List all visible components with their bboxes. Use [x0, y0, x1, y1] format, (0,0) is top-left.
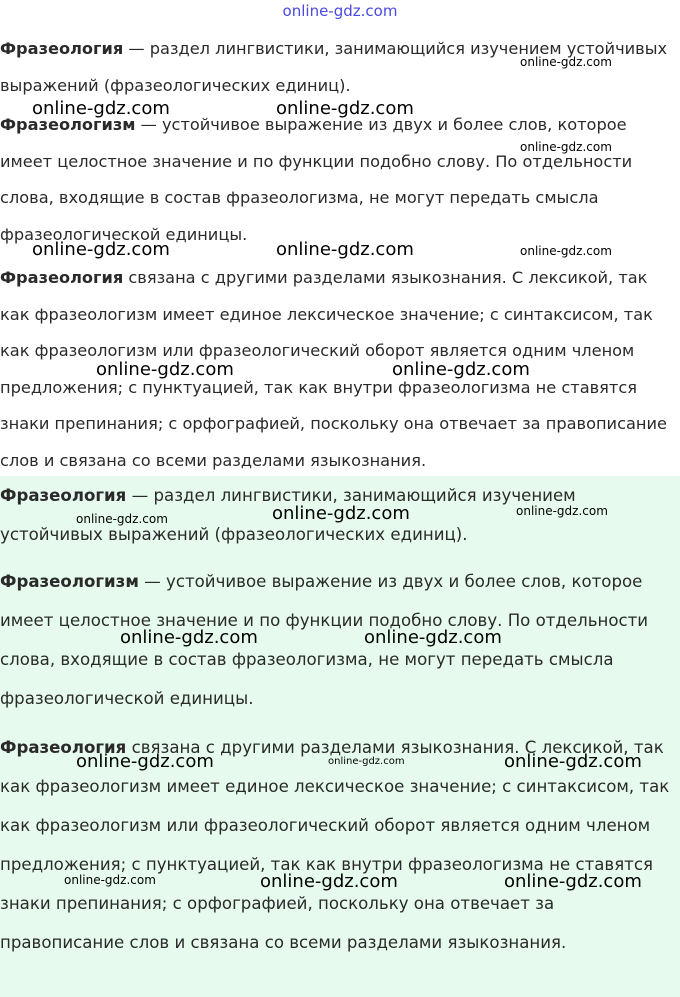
watermark: online-gdz.com: [364, 627, 502, 648]
watermark: online-gdz.com: [276, 239, 414, 260]
term: Фразеология: [0, 486, 127, 505]
watermark: online-gdz.com: [504, 751, 642, 772]
watermark: online-gdz.com: [276, 98, 414, 119]
paragraph-text: — устойчивое выражение из двух и более слов, которое имеет целостное значение и по функции подобно слову. По отдельности слова, входящие в состав фразеологизма, не могут передать смысла фразеологической единицы.: [0, 115, 633, 244]
watermark: online-gdz.com: [260, 871, 398, 892]
watermark: online-gdz.com: [76, 512, 168, 526]
text-section-highlighted: [0, 476, 680, 997]
paragraph-text: — устойчивое выражение из двух и более слов, которое имеет целостное значение и по функции подобно слову. По отдельности слова, входящие в состав фразеологизма, не могут передать смысла фразеологической единицы.: [0, 572, 649, 708]
watermark: online-gdz.com: [520, 244, 612, 258]
paragraph-text: связана с другими разделами языкознания. С лексикой, так как фразеологизм имеет единое лексическое значение; с синтаксисом, так как фразеологизм или фразеологический оборот является одним членом предложения; с пунктуацией, так как внутри фразеологизма не ставятся знаки препинания; с орфографией, поскольку она отвечает за правописание слов и связана со всеми разделами языкознания.: [0, 738, 670, 952]
watermark: online-gdz.com: [504, 871, 642, 892]
watermark: online-gdz.com: [328, 756, 405, 767]
term: Фразеология: [0, 738, 127, 757]
site-link[interactable]: online-gdz.com: [282, 2, 398, 20]
watermark: online-gdz.com: [120, 627, 258, 648]
term: Фразеологизм: [0, 572, 139, 591]
watermark: online-gdz.com: [96, 359, 234, 380]
term: Фразеология: [0, 268, 124, 287]
paragraph-phraseologism: [0, 562, 680, 718]
watermark: online-gdz.com: [64, 873, 156, 887]
watermark: online-gdz.com: [76, 751, 214, 772]
term: Фразеология: [0, 39, 124, 58]
watermark: online-gdz.com: [272, 503, 410, 524]
paragraph-text: связана с другими разделами языкознания. С лексикой, так как фразеологизм имеет единое лексическое значение; с синтаксисом, так как фразеологизм или фразеологический оборот является одним членом предложения; с пунктуацией, так как внутри фразеологизма не ставятся знаки препинания; с орфографией, поскольку она отвечает за правописание слов и связана со всеми разделами языкознания.: [0, 268, 667, 470]
watermark: online-gdz.com: [32, 239, 170, 260]
paragraph-phraseologism: [0, 107, 680, 253]
watermark: online-gdz.com: [392, 359, 530, 380]
watermark: online-gdz.com: [516, 504, 608, 518]
paragraph-text: — раздел лингвистики, занимающийся изучением устойчивых выражений (фразеологических единиц).: [0, 486, 576, 544]
watermark: online-gdz.com: [32, 98, 170, 119]
watermark: online-gdz.com: [520, 140, 612, 154]
term: Фразеологизм: [0, 115, 136, 134]
watermark: online-gdz.com: [520, 55, 612, 69]
paragraph-text: — раздел лингвистики, занимающийся изучением устойчивых выражений (фразеологических единиц).: [0, 39, 668, 95]
